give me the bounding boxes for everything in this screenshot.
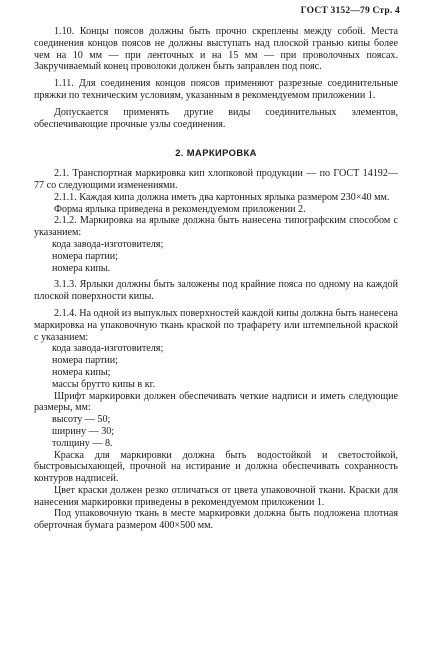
list-item: ширину — 30; [52,425,115,437]
paragraph-2-1-4: 2.1.4. На одной из выпуклых поверхностей каждой кипы должна быть нанесена маркировка на упаковочную ткань краской по трафарету или штемпельной краской с указанием: [34,307,398,343]
paragraph-1-10: 1.10. Концы поясов должны быть прочно скреплены между собой. Места соединения концов поясов не должны выступать над плоской гранью кипы более чем на 10 мм — при ленточных и на 15 мм — при проволочных поясах. Закручиваемый конец проволоки должен быть заправлен под пояс. [34,26,398,73]
list-item: массы брутто кипы в кг. [52,378,156,390]
section-title: 2. МАРКИРОВКА [175,147,257,159]
paragraph-allowed: Допускается применять другие виды соединительных элементов, обеспечивающие прочные узлы соединения. [34,106,398,130]
paragraph-underlay: Под упаковочную ткань в месте маркировки должна быть подложена плотная оберточная бумага размером 400×500 мм. [34,508,398,532]
paragraph-form: Форма ярлыка приведена в рекомендуемом приложении 2. [54,203,306,215]
list-item: кода завода-изготовителя; [52,343,164,355]
paragraph-2-1: 2.1. Транспортная маркировка кип хлопковой продукции — по ГОСТ 14192—77 со следующими изменениями. [34,168,398,191]
paragraph-1-11: 1.11. Для соединения концов поясов применяют разрезные соединительные пряжки по техническим условиям, указанным в рекомендуемом приложении 1. [34,78,398,101]
list-item: номера партии; [52,250,118,262]
list-item: высоту — 50; [52,414,111,426]
paragraph-font: Шрифт маркировки должен обеспечивать четкие надписи и иметь следующие размеры, мм: [34,390,398,414]
paragraph-color: Цвет краски должен резко отличаться от цвета упаковочной ткани. Краски для нанесения маркировки приведены в рекомендуемом приложении 1. [34,484,398,508]
list-item: номера кипы; [52,366,111,378]
list-item: толщину — 8. [52,437,113,449]
paragraph-2-1-1: 2.1.1. Каждая кипа должна иметь два картонных ярлыка размером 230×40 мм. [54,191,390,203]
paragraph-2-1-2: 2.1.2. Маркировка на ярлыке должна быть нанесена типографским способом с указанием: [34,215,398,239]
list-item: номера кипы. [52,262,111,274]
document-body [34,26,398,532]
paragraph-3-1-3: 3.1.3. Ярлыки должны быть заложены под крайние пояса по одному на каждой плоской поверхности кипы. [34,279,398,303]
paragraph-paint: Краска для маркировки должна быть водостойкой и светостойкой, быстровысыхающей, прочной на истирание и должна обеспечивать сохранность контуров надписей. [34,449,398,485]
page-header: ГОСТ 3152—79 Стр. 4 [300,6,400,16]
list-item: кода завода-изготовителя; [52,238,164,250]
list-item: номера партии; [52,355,118,367]
